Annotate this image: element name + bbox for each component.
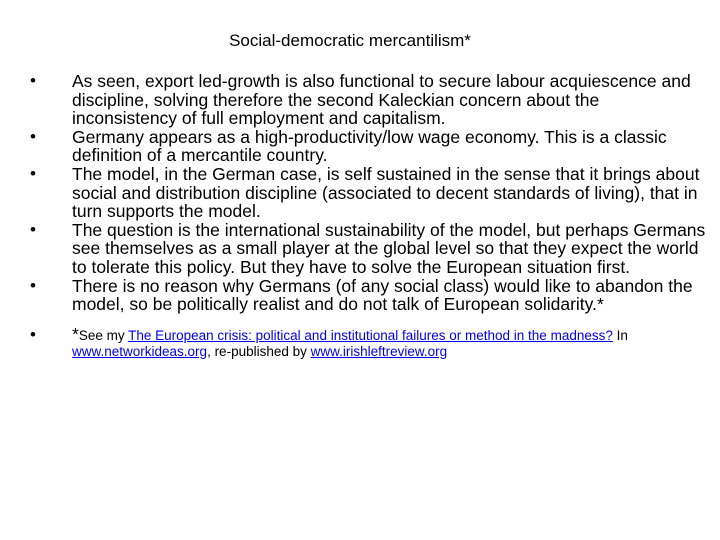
footnote-in-text: In: [612, 327, 628, 343]
bullet-item: [26, 72, 706, 128]
footnote-prefix: See my: [78, 327, 129, 343]
bullet-item: [26, 221, 706, 277]
footnote-republished-text: , re-published by: [207, 343, 311, 359]
bullet-dot-icon: •: [30, 275, 36, 295]
bullet-dot-icon: •: [30, 163, 36, 183]
article-link[interactable]: The European crisis: political and institutional failures or method in the madness?: [128, 327, 613, 343]
bullet-dot-icon: •: [30, 219, 36, 239]
bullet-text: The model, in the German case, is self sustained in the sense that it brings about social and distribution discipline (associated to decent standards of living), that in turn supports the model.: [72, 163, 700, 222]
irishleftreview-link[interactable]: www.irishleftreview.org: [310, 343, 448, 359]
bullet-item: [26, 128, 706, 165]
bullet-dot-icon: •: [30, 71, 36, 90]
bullet-text: Germany appears as a high-productivity/low wage economy. This is a classic definition of a mercantile country.: [72, 126, 667, 166]
bullet-text: The question is the international sustainability of the model, but perhaps Germans see themselves as a small player at the global level so that they expect the world to tolerate this policy. But they have to solve the European situation first.: [72, 219, 706, 277]
footnote-asterisk: *: [72, 323, 79, 344]
bullet-list: [26, 72, 706, 360]
bullet-text: There is no reason why Germans (of any social class) would like to abandon the model, so be politically realist and do not talk of European solidarity.*: [72, 275, 693, 315]
bullet-item: [26, 277, 706, 314]
slide-title: Social-democratic mercantilism*: [229, 31, 471, 50]
bullet-dot-icon: •: [30, 324, 36, 344]
bullet-dot-icon: •: [30, 126, 36, 146]
bullet-item: [26, 165, 706, 221]
bullet-text: As seen, export led-growth is also functional to secure labour acquiescence and discipline, solving therefore the second Kaleckian concern about the inconsistency of full employment and capitalism.: [72, 71, 691, 129]
networkideas-link[interactable]: www.networkideas.org: [72, 343, 208, 359]
footnote-item: [26, 323, 706, 360]
